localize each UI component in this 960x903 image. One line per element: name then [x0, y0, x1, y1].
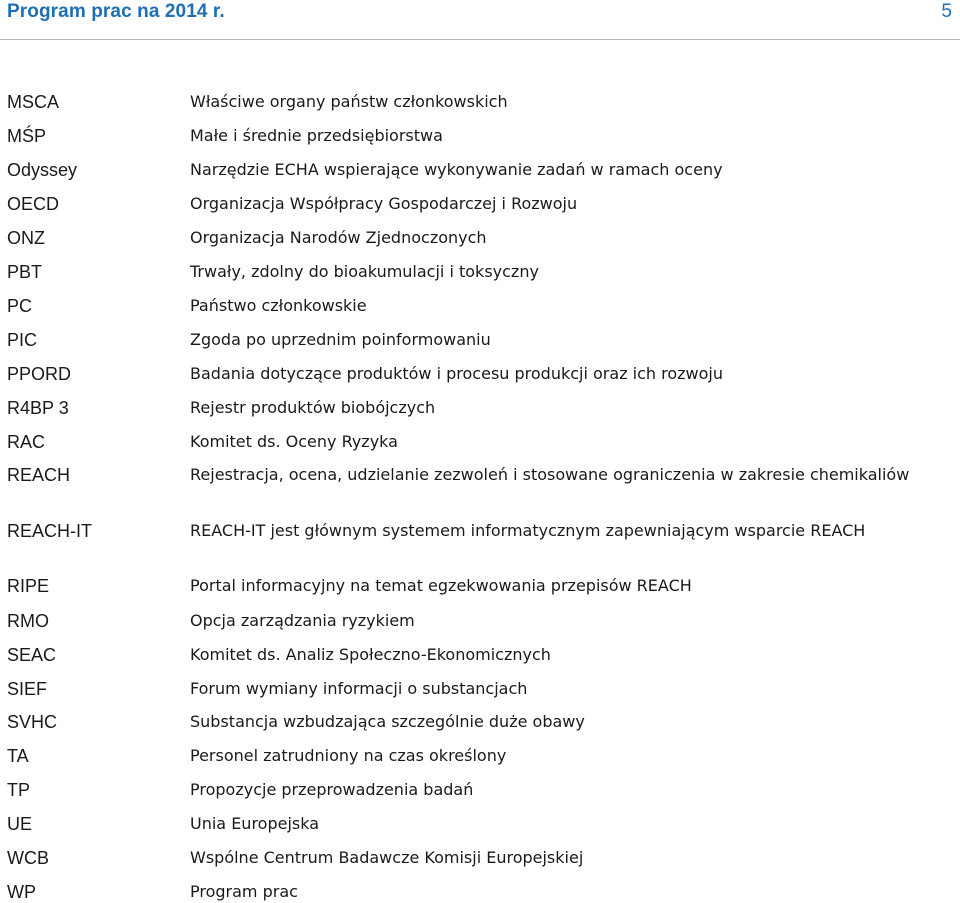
definition: Trwały, zdolny do bioakumulacji i toksyczny — [190, 262, 539, 281]
abbreviation: RAC — [7, 432, 46, 452]
abbreviation: ONZ — [7, 228, 45, 248]
abbreviation: WCB — [7, 848, 49, 868]
definition: Państwo członkowskie — [190, 296, 367, 315]
definition: Komitet ds. Analiz Społeczno-Ekonomicznych — [190, 645, 551, 664]
abbreviation: Odyssey — [7, 160, 78, 180]
definition: Rejestr produktów biobójczych — [190, 398, 436, 417]
abbreviation: SVHC — [7, 712, 58, 732]
abbreviation: MŚP — [7, 126, 47, 146]
abbreviation: PIC — [7, 330, 38, 350]
abbreviation: RMO — [7, 611, 49, 631]
definition: Organizacja Narodów Zjednoczonych — [190, 228, 487, 247]
abbreviation: PBT — [7, 262, 43, 282]
abbreviation: PPORD — [7, 364, 72, 384]
abbreviation: REACH — [7, 465, 71, 485]
definition: Komitet ds. Oceny Ryzyka — [190, 432, 398, 451]
abbreviation: OECD — [7, 194, 60, 214]
definition: Substancja wzbudzająca szczególnie duże obawy — [190, 712, 585, 731]
definition: Portal informacyjny na temat egzekwowania przepisów REACH — [190, 576, 692, 595]
abbreviation: SEAC — [7, 645, 57, 665]
definition: Zgoda po uprzednim poinformowaniu — [190, 330, 491, 349]
abbreviation: WP — [7, 882, 36, 902]
definition: Forum wymiany informacji o substancjach — [190, 679, 528, 698]
abbreviation: REACH-IT — [7, 521, 92, 541]
definition: Wspólne Centrum Badawcze Komisji Europejskiej — [190, 848, 584, 867]
definition: Program prac — [190, 882, 298, 901]
page-header — [0, 0, 960, 40]
definition: Małe i średnie przedsiębiorstwa — [190, 126, 443, 145]
definition: Propozycje przeprowadzenia badań — [190, 780, 474, 799]
definition: Unia Europejska — [190, 814, 320, 833]
header-divider — [0, 39, 960, 40]
definition: Właściwe organy państw członkowskich — [190, 92, 508, 111]
abbreviation: RIPE — [7, 576, 50, 596]
definition: Personel zatrudniony na czas określony — [190, 746, 507, 765]
abbreviation: PC — [7, 296, 33, 316]
abbreviation: UE — [7, 814, 33, 834]
definition: Opcja zarządzania ryzykiem — [190, 611, 415, 630]
document-title: Program prac na 2014 r. — [7, 1, 225, 22]
abbreviation: TP — [7, 780, 31, 800]
definition: Narzędzie ECHA wspierające wykonywanie zadań w ramach oceny — [190, 160, 723, 179]
abbreviation: TA — [7, 746, 29, 766]
definition: REACH-IT jest głównym systemem informatycznym zapewniającym wsparcie REACH — [190, 521, 866, 540]
definition: Badania dotyczące produktów i procesu produkcji oraz ich rozwoju — [190, 364, 724, 383]
abbreviation: SIEF — [7, 679, 48, 699]
abbreviation: MSCA — [7, 92, 60, 112]
abbreviation: R4BP 3 — [7, 398, 69, 418]
definition: Rejestracja, ocena, udzielanie zezwoleń i stosowane ograniczenia w zakresie chemikaliów — [190, 465, 910, 484]
definition: Organizacja Współpracy Gospodarczej i Rozwoju — [190, 194, 578, 213]
page-number: 5 — [941, 1, 952, 22]
